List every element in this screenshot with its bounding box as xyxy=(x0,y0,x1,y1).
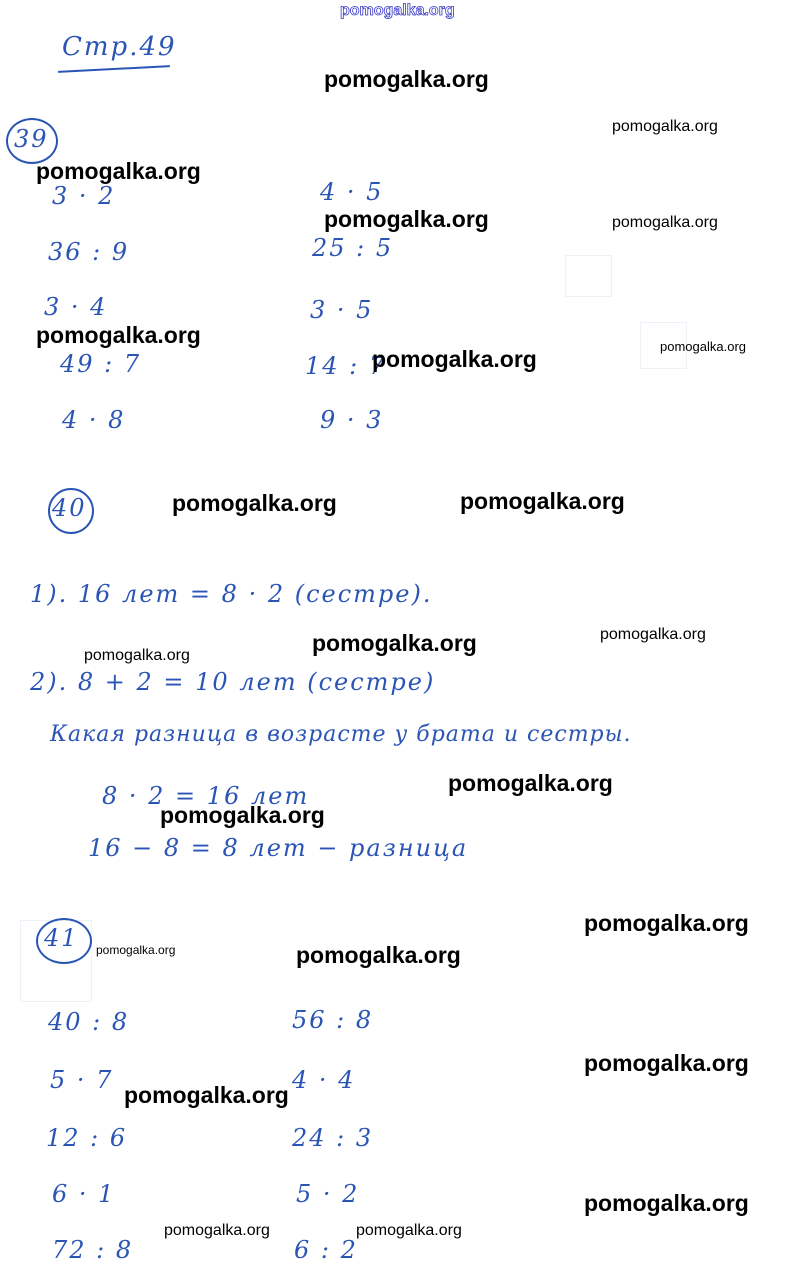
watermark: pomogalka.org xyxy=(160,802,325,828)
watermark: pomogalka.org xyxy=(172,490,337,516)
expression: 3 · 4 xyxy=(44,293,108,321)
watermark: pomogalka.org xyxy=(296,942,461,968)
watermark: pomogalka.org xyxy=(660,339,746,354)
expression: 5 · 2 xyxy=(296,1180,360,1208)
solution-line: 1). 16 лет = 8 · 2 (сестре). xyxy=(30,580,433,608)
expression: 5 · 7 xyxy=(50,1066,114,1094)
watermark: pomogalka.org xyxy=(84,647,190,664)
watermark: pomogalka.org xyxy=(164,1222,270,1239)
expression: 4 · 4 xyxy=(292,1066,356,1094)
expression: 6 · 1 xyxy=(52,1180,116,1208)
watermark: pomogalka.org xyxy=(372,346,537,372)
expression: 72 : 8 xyxy=(52,1236,134,1264)
solution-line: 2). 8 + 2 = 10 лет (сестре) xyxy=(30,668,436,696)
watermark: pomogalka.org xyxy=(356,1222,462,1239)
expression: 49 : 7 xyxy=(60,350,142,378)
watermark: pomogalka.org xyxy=(584,910,749,936)
solution-line: 16 − 8 = 8 лет − разница xyxy=(88,834,469,862)
expression: 12 : 6 xyxy=(46,1124,128,1152)
expression: 4 · 8 xyxy=(62,406,126,434)
solution-line: 8 · 2 = 16 лет xyxy=(102,782,310,810)
question-line: Какая разница в возрасте у брата и сестры. xyxy=(50,722,632,747)
watermark: pomogalka.org xyxy=(96,943,176,957)
expression: 40 : 8 xyxy=(48,1008,130,1036)
watermark: pomogalka.org xyxy=(36,322,201,348)
expression: 25 : 5 xyxy=(312,234,394,262)
watermark: pomogalka.org xyxy=(612,214,718,231)
expression: 6 : 2 xyxy=(294,1236,358,1264)
watermark: pomogalka.org xyxy=(584,1050,749,1076)
watermark: pomogalka.org xyxy=(124,1082,289,1108)
grid-trace xyxy=(565,255,612,297)
watermark: pomogalka.org xyxy=(584,1190,749,1216)
watermark: pomogalka.org xyxy=(312,630,477,656)
expression: 14 : 7 xyxy=(305,352,387,380)
expression: 9 · 3 xyxy=(320,406,384,434)
expression: 56 : 8 xyxy=(292,1006,374,1034)
page-label: Стр.49 xyxy=(62,32,177,62)
site-link[interactable]: pomogalka.org xyxy=(340,2,455,19)
watermark: pomogalka.org xyxy=(324,66,489,92)
watermark: pomogalka.org xyxy=(612,118,718,135)
watermark: pomogalka.org xyxy=(600,626,706,643)
expression: 3 · 2 xyxy=(52,182,116,210)
page-label-underline xyxy=(58,65,170,73)
task-number: 39 xyxy=(14,125,49,153)
task-number: 41 xyxy=(44,924,79,952)
watermark: pomogalka.org xyxy=(36,158,201,184)
task-number: 40 xyxy=(52,494,87,522)
expression: 24 : 3 xyxy=(292,1124,374,1152)
expression: 3 · 5 xyxy=(310,296,374,324)
expression: 36 : 9 xyxy=(48,238,130,266)
watermark: pomogalka.org xyxy=(448,770,613,796)
watermark: pomogalka.org xyxy=(460,488,625,514)
watermark: pomogalka.org xyxy=(324,206,489,232)
expression: 4 · 5 xyxy=(320,178,384,206)
